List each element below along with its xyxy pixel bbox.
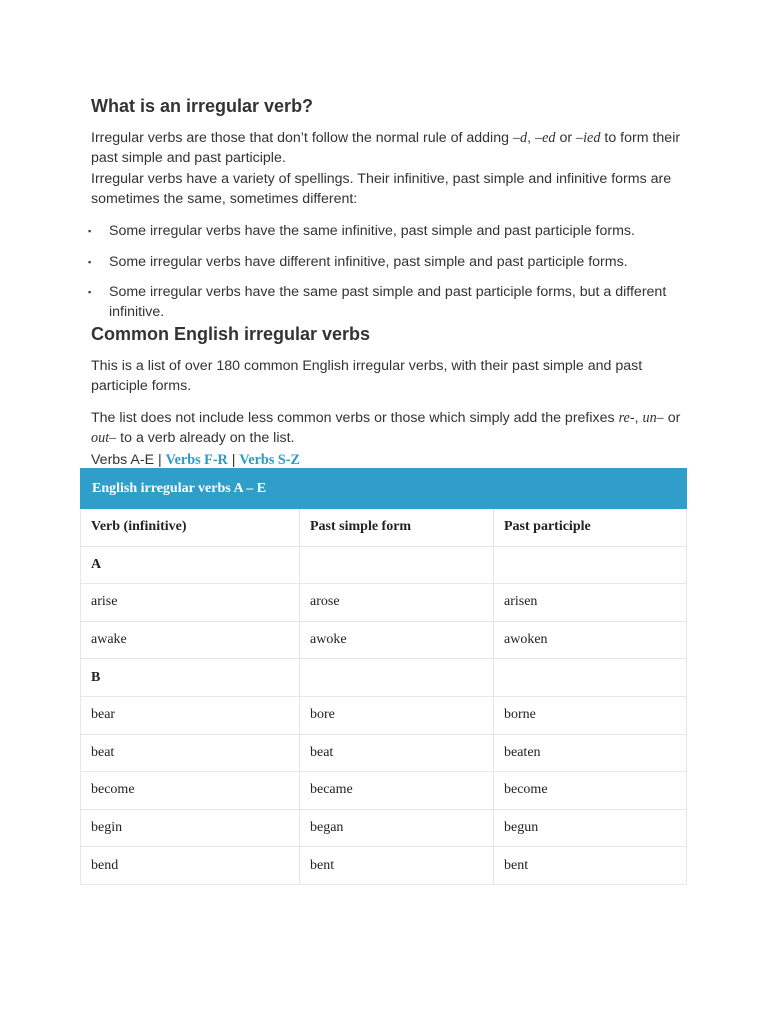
cell-infinitive: beat — [81, 734, 300, 772]
cell-past-participle: beaten — [494, 734, 687, 772]
table-row — [81, 584, 687, 622]
letter-heading: B — [81, 659, 300, 697]
cell-infinitive: bear — [81, 696, 300, 734]
cell-past-simple: awoke — [300, 621, 494, 659]
cell-past-participle: bent — [494, 847, 687, 885]
table-column-headers — [81, 509, 687, 547]
column-header-past-participle: Past participle — [494, 509, 687, 547]
heading-what-is-irregular-verb: What is an irregular verb? — [91, 96, 314, 116]
cell-infinitive: become — [81, 772, 300, 810]
cell-past-simple: became — [300, 772, 494, 810]
table-row — [81, 696, 687, 734]
document-page: What is an irregular verb? Irregular verbs are those that don’t follow the normal rule of adding –d, –ed or –ied to form their past simple and past participle. Irregular verbs have a variety of spellings. Their infinitive, past simple and infinitive forms are sometimes the same, sometimes different: ▪ Some irregular verbs have the same infinitive, past simple and past participle forms. ▪ Some irregular verbs have different infinitive, past simple and past participle forms. ▪ Some irregular verbs have the same past simple and past participle forms, but a different infinitive. Common English irregular verbs This is a list of over 180 common English irregular verbs, with their past simple and past participle forms. The list does not include less common verbs or those which simply add the prefixes re-, un– or out– to a verb already on the list. Verbs A-E | Verbs F-R | Verbs S-Z English irregular verbs A – E Verb (infinitive) Past simple form Past participle A arise arose arisen awake awoke awoken B bear bore borne beat beat beaten become became become begin began begun bend bent bent — [0, 0, 768, 1024]
nav-link-verbs-s-z[interactable]: Verbs S-Z — [239, 452, 300, 468]
letter-heading: A — [81, 546, 300, 584]
cell-past-participle: arisen — [494, 584, 687, 622]
table-letter-row — [81, 659, 687, 697]
cell-past-participle: begun — [494, 809, 687, 847]
cell-infinitive: arise — [81, 584, 300, 622]
bullet-icon: ▪ — [88, 287, 92, 297]
cell-past-participle: awoken — [494, 621, 687, 659]
cell-past-participle: become — [494, 772, 687, 810]
cell-infinitive: bend — [81, 847, 300, 885]
table-row — [81, 772, 687, 810]
cell-infinitive: begin — [81, 809, 300, 847]
table-row — [81, 847, 687, 885]
table-letter-row — [81, 546, 687, 584]
table-caption: English irregular verbs A – E — [81, 469, 687, 509]
cell-past-simple: arose — [300, 584, 494, 622]
column-header-infinitive: Verb (infinitive) — [81, 509, 300, 547]
table-row — [81, 621, 687, 659]
cell-infinitive: awake — [81, 621, 300, 659]
irregular-verbs-table — [80, 468, 687, 885]
table-row — [81, 809, 687, 847]
bullet-icon: ▪ — [88, 226, 92, 236]
cell-past-participle: borne — [494, 696, 687, 734]
cell-past-simple: beat — [300, 734, 494, 772]
bullet-icon: ▪ — [88, 257, 92, 267]
cell-past-simple: bore — [300, 696, 494, 734]
nav-current: Verbs A-E — [91, 452, 155, 468]
cell-past-simple: began — [300, 809, 494, 847]
table-row — [81, 734, 687, 772]
list-description-paragraph: This is a list of over 180 common English irregular verbs, with their past simple and past participle forms. — [91, 358, 643, 394]
cell-past-simple: bent — [300, 847, 494, 885]
column-header-past-simple: Past simple form — [300, 509, 494, 547]
prefix-note-paragraph: The list does not include less common verbs or those which simply add the prefixes re-, un– or out– to a verb already on the list. — [91, 410, 681, 446]
nav-link-verbs-f-r[interactable]: Verbs F-R — [165, 452, 228, 468]
spelling-paragraph: Irregular verbs have a variety of spellings. Their infinitive, past simple and infinitive forms are sometimes the same, sometimes different: — [91, 171, 672, 207]
intro-paragraph: Irregular verbs are those that don’t follow the normal rule of adding –d, –ed or –ied to form their past simple and past participle. — [91, 130, 681, 166]
alphabet-nav: Verbs A-E | Verbs F-R | Verbs S-Z — [91, 452, 300, 468]
heading-common-irregular-verbs: Common English irregular verbs — [91, 324, 371, 344]
